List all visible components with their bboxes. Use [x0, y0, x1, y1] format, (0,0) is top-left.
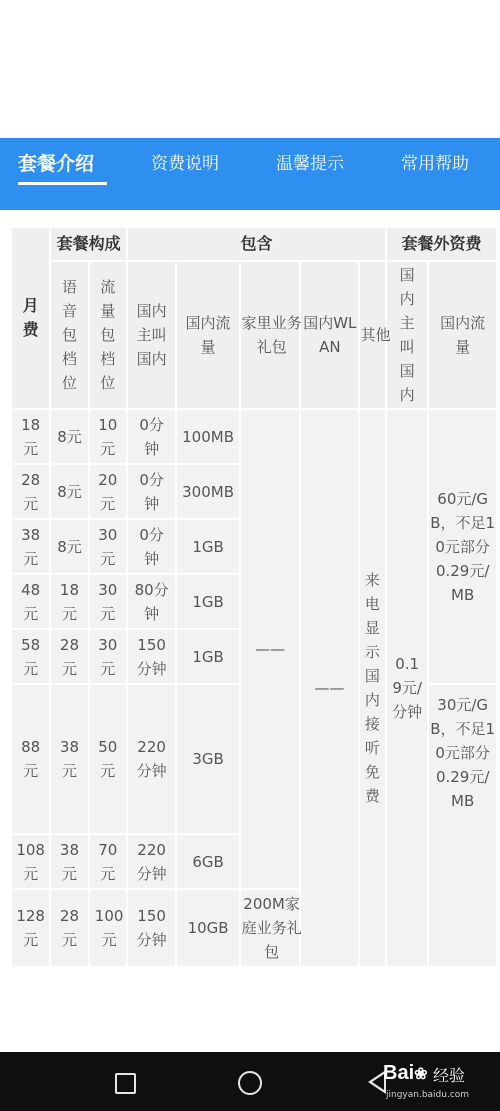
- header-extra-fees: 套餐外资费: [387, 228, 496, 260]
- tab-bar: [0, 138, 500, 210]
- header-home-gift: 家里业务礼包: [241, 262, 299, 408]
- calls-cell: 0分钟: [128, 465, 175, 518]
- paw-icon: ❀: [414, 1066, 428, 1083]
- data-cell: 30元: [90, 575, 126, 628]
- fee-cell: 128元: [12, 890, 49, 966]
- baidu-logo: Bai❀: [383, 1062, 428, 1084]
- voice-cell: 28元: [51, 630, 87, 683]
- voice-cell: 38元: [51, 835, 87, 888]
- header-other: 其他: [360, 262, 385, 408]
- watermark-text: 经验: [433, 1066, 466, 1085]
- traffic-cell: 1GB: [177, 575, 239, 628]
- tab-package-intro[interactable]: 套餐介绍: [18, 153, 95, 175]
- voice-cell: 28元: [51, 890, 87, 966]
- traffic-cell: 300MB: [177, 465, 239, 518]
- header-included: 包含: [128, 228, 385, 260]
- calls-cell: 80分钟: [128, 575, 175, 628]
- extra-data-rate-high-cell: 30元/GB，不足10元部分0.29元/MB: [429, 685, 496, 966]
- voice-cell: 18元: [51, 575, 87, 628]
- calls-cell: 220分钟: [128, 835, 175, 888]
- traffic-cell: 1GB: [177, 630, 239, 683]
- header-extra-domestic-calls: 国内主叫国内: [387, 262, 427, 408]
- calls-cell: 150分钟: [128, 890, 175, 966]
- watermark-url: jingyan.baidu.com: [386, 1090, 470, 1100]
- circle-icon[interactable]: [238, 1071, 262, 1095]
- data-cell: 70元: [90, 835, 126, 888]
- header-voice-tier: 语音包档位: [51, 262, 87, 408]
- header-package-composition: 套餐构成: [51, 228, 126, 260]
- fee-table-container: [10, 226, 498, 972]
- fee-cell: 58元: [12, 630, 49, 683]
- home-gift-128-cell: 200M家庭业务礼包: [241, 890, 299, 966]
- fee-cell: 88元: [12, 685, 49, 833]
- voice-cell: 8元: [51, 410, 87, 463]
- tab-tips[interactable]: 温馨提示: [276, 154, 344, 174]
- home-gift-cell: ——: [241, 410, 299, 888]
- active-tab-underline: [18, 182, 107, 185]
- tab-fee-description[interactable]: 资费说明: [151, 154, 219, 174]
- header-data-tier: 流量包档位: [90, 262, 126, 408]
- fee-cell: 38元: [12, 520, 49, 573]
- navigation-bar: [0, 1052, 500, 1111]
- traffic-cell: 10GB: [177, 890, 239, 966]
- fee-cell: 48元: [12, 575, 49, 628]
- calls-cell: 150分钟: [128, 630, 175, 683]
- calls-cell: 0分钟: [128, 410, 175, 463]
- traffic-cell: 100MB: [177, 410, 239, 463]
- calls-cell: 0分钟: [128, 520, 175, 573]
- header-domestic-wlan: 国内WLAN: [301, 262, 357, 408]
- extra-data-rate-low-cell: 60元/GB，不足10元部分0.29元/MB: [429, 410, 496, 683]
- fee-table: [10, 226, 498, 968]
- voice-cell: 8元: [51, 520, 87, 573]
- traffic-cell: 3GB: [177, 685, 239, 833]
- data-cell: 30元: [90, 520, 126, 573]
- tab-help[interactable]: 常用帮助: [401, 154, 469, 174]
- header-extra-domestic-data: 国内流量: [429, 262, 496, 408]
- header-monthly-fee: 月费: [12, 228, 49, 408]
- fee-cell: 28元: [12, 465, 49, 518]
- fee-cell: 18元: [12, 410, 49, 463]
- extra-call-rate-cell: 0.19元/分钟: [387, 410, 427, 966]
- traffic-cell: 1GB: [177, 520, 239, 573]
- voice-cell: 38元: [51, 685, 87, 833]
- traffic-cell: 6GB: [177, 835, 239, 888]
- fee-cell: 108元: [12, 835, 49, 888]
- data-cell: 50元: [90, 685, 126, 833]
- data-cell: 30元: [90, 630, 126, 683]
- header-domestic-data: 国内流量: [177, 262, 239, 408]
- calls-cell: 220分钟: [128, 685, 175, 833]
- voice-cell: 8元: [51, 465, 87, 518]
- header-domestic-calls: 国内主叫国内: [128, 262, 175, 408]
- data-cell: 100元: [90, 890, 126, 966]
- wlan-cell: ——: [301, 410, 357, 966]
- square-icon[interactable]: [115, 1073, 136, 1094]
- other-cell: 来电显示国内接听免费: [360, 410, 385, 966]
- table-row: [12, 410, 496, 463]
- data-cell: 20元: [90, 465, 126, 518]
- data-cell: 10元: [90, 410, 126, 463]
